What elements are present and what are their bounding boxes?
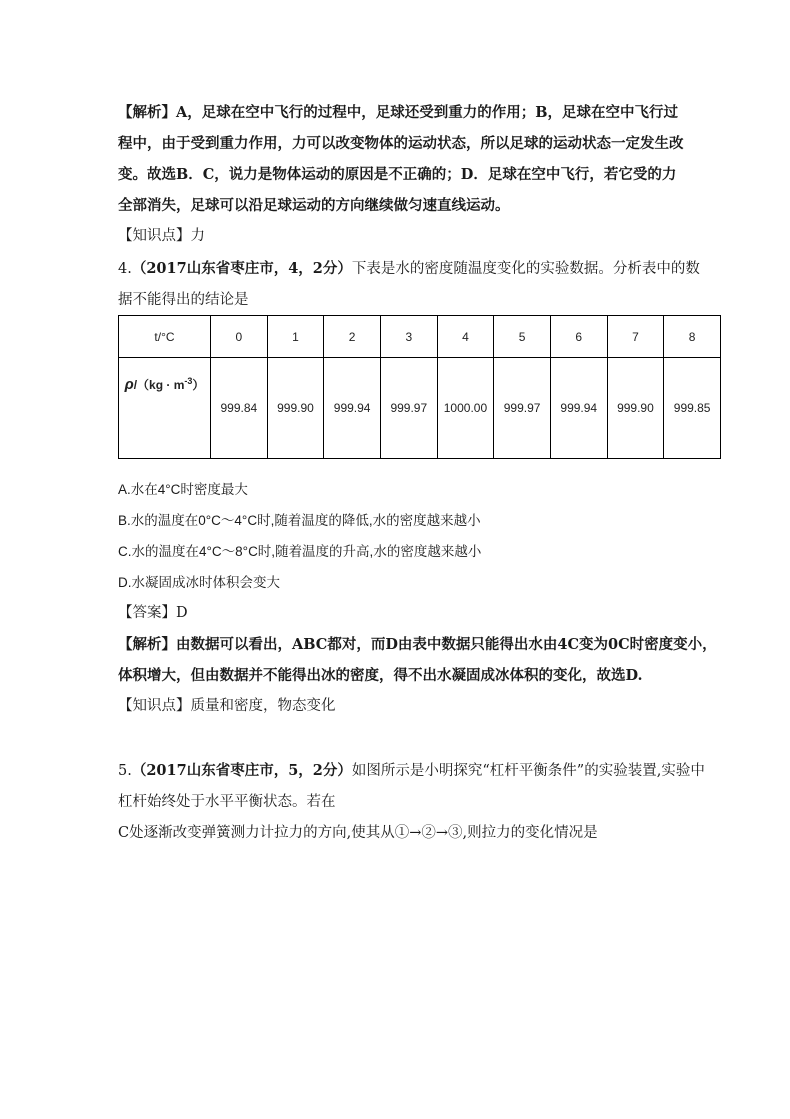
density-cell: 999.97 <box>494 358 551 459</box>
q3-knowledge-point: 【知识点】力 <box>118 228 205 244</box>
option-c: C.水的温度在4°C～8°C时,随着温度的升高,水的密度越来越小 <box>118 544 482 559</box>
q4-source: （2017山东省枣庄市，4，2分） <box>131 260 352 277</box>
temperature-cell: 6 <box>550 316 607 358</box>
q5-stem-text-3: C处逐渐改变弹簧测力计拉力的方向,使其从①→②→③,则拉力的变化情况是 <box>118 825 598 841</box>
temperature-cell: 5 <box>494 316 551 358</box>
density-cell: 999.97 <box>380 358 437 459</box>
density-table <box>118 315 721 459</box>
q5-number: 5. <box>118 763 132 779</box>
temperature-cell: 0 <box>211 316 268 358</box>
q3-analysis-line: 变。故选B．C，说力是物体运动的原因是不正确的；D．足球在空中飞行，若它受的力 <box>118 166 677 183</box>
option-d: D.水凝固成冰时体积会变大 <box>118 575 280 590</box>
option-a: A.水在4°C时密度最大 <box>118 482 248 497</box>
q5-stem-text-2: 杠杆始终处于水平平衡状态。若在 <box>118 794 336 810</box>
q3-analysis-line: 【解析】A，足球在空中飞行的过程中，足球还受到重力的作用；B，足球在空中飞行过 <box>118 104 679 121</box>
density-cell: 999.90 <box>267 358 324 459</box>
q4-analysis-line: 【解析】由数据可以看出，ABC都对，而D由表中数据只能得出水由4C变为0C时密度变小， <box>118 636 717 653</box>
temperature-cell: 8 <box>664 316 721 358</box>
density-row <box>119 358 721 459</box>
q4-stem-text: 下表是水的密度随温度变化的实验数据。分析表中的数 <box>351 261 700 277</box>
temperature-row <box>119 316 721 358</box>
temperature-cell: 2 <box>324 316 381 358</box>
q3-analysis <box>118 97 684 252</box>
density-cell: 999.90 <box>607 358 664 459</box>
temperature-cell: 7 <box>607 316 664 358</box>
density-cell: 999.84 <box>211 358 268 459</box>
q4-answer: 【答案】D <box>118 605 188 621</box>
temperature-header: t/°C <box>119 316 211 358</box>
q3-analysis-line: 全部消失，足球可以沿足球运动的方向继续做匀速直线运动。 <box>118 197 510 214</box>
temperature-cell: 1 <box>267 316 324 358</box>
q5-stem <box>118 755 705 849</box>
density-cell: 999.85 <box>664 358 721 459</box>
q4-options <box>118 474 717 722</box>
q3-analysis-line: 程中，由于受到重力作用，力可以改变物体的运动状态，所以足球的运动状态一定发生改 <box>118 135 684 152</box>
q5-stem-text: 如图所示是小明探究“杠杆平衡条件”的实验装置,实验中 <box>351 763 705 779</box>
density-cell: 999.94 <box>324 358 381 459</box>
option-b: B.水的温度在0°C～4°C时,随着温度的降低,水的密度越来越小 <box>118 513 481 528</box>
temperature-cell: 4 <box>437 316 494 358</box>
q4-stem <box>118 253 700 316</box>
density-cell: 1000.00 <box>437 358 494 459</box>
q4-analysis-line: 体积增大，但由数据并不能得出冰的密度，得不出水凝固成冰体积的变化，故选D. <box>118 667 643 684</box>
density-header: $\rho/(kg \cdot m^{-3})$ <box>119 358 211 459</box>
q4-stem-text-2: 据不能得出的结论是 <box>118 292 249 308</box>
q5-source: （2017山东省枣庄市，5，2分） <box>131 762 352 779</box>
temperature-cell: 3 <box>380 316 437 358</box>
q4-knowledge-point: 【知识点】质量和密度，物态变化 <box>118 698 336 714</box>
q4-number: 4. <box>118 261 132 277</box>
density-cell: 999.94 <box>550 358 607 459</box>
